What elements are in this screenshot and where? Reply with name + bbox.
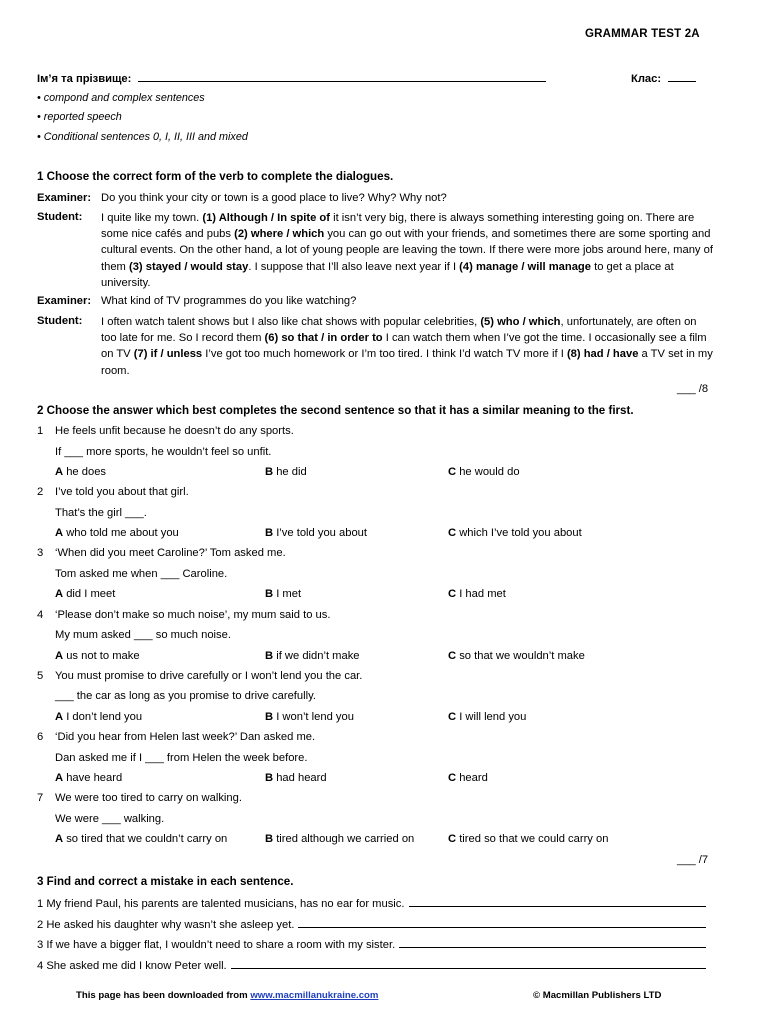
question-prompt: You must promise to drive carefully or I won’t lend you the car. [55,669,363,682]
option-letter: A [55,527,64,540]
choice-8[interactable]: (8) had / have [566,348,639,361]
mistake-sentence: 2 He asked his daughter why wasn’t she asleep yet. [37,918,295,931]
option-b[interactable] [265,588,301,600]
option-text: he did [276,466,307,478]
section1-score: ___ /8 [677,383,709,395]
examiner-question: What kind of TV programmes do you like watching? [101,295,357,307]
test-title: GRAMMAR TEST 2A [585,28,700,40]
option-letter: B [265,588,274,601]
option-b[interactable] [265,650,360,662]
choice-7[interactable]: (7) if / unless [133,348,203,361]
option-text: I had met [459,588,506,601]
question-rewrite: If ___ more sports, he wouldn’t feel so unfit. [55,445,272,458]
option-letter: A [55,649,64,662]
option-letter: A [55,466,64,478]
option-a[interactable] [55,588,115,600]
speaker-label: Student: [37,315,83,327]
option-text: who told me about you [66,527,179,540]
option-c[interactable] [448,772,488,784]
option-text: I won’t lend you [276,710,354,723]
option-letter: B [265,772,274,784]
option-a[interactable] [55,527,179,539]
choice-4[interactable]: (4) manage / will manage [459,260,591,273]
section1-heading: 1 Choose the correct form of the verb to complete the dialogues. [37,170,394,183]
footer-source: This page has been downloaded from www.macmillanukraine.com [76,990,379,1001]
option-a[interactable] [55,650,140,662]
option-a[interactable] [55,466,106,478]
option-letter: A [55,833,64,846]
choice-5[interactable]: (5) who / which [480,316,561,328]
speaker-label: Student: [37,211,83,223]
question-prompt: ‘Did you hear from Helen last week?’ Dan asked me. [55,731,316,743]
name-label: Ім’я та прізвище: [37,73,132,85]
class-row [631,71,696,85]
question-rewrite: Dan asked me if I ___ from Helen the week before. [55,751,308,764]
question-rewrite: Tom asked me when ___ Caroline. [55,567,228,580]
option-letter: C [448,710,457,723]
question-number: 7 [37,792,44,805]
option-letter: A [55,588,64,601]
topic-item: • reported speech [37,111,122,123]
option-letter: B [265,527,274,540]
option-c[interactable] [448,650,585,662]
mistake-item [37,958,706,972]
mistake-sentence: 1 My friend Paul, his parents are talented musicians, has no ear for music. [37,898,405,910]
option-b[interactable] [265,833,414,845]
question-number: 1 [37,425,44,437]
choice-2[interactable]: (2) where / which [234,228,325,241]
class-label: Клас: [631,73,662,85]
option-text: so that we wouldn’t make [459,649,585,662]
option-letter: C [448,527,457,540]
answer-blank[interactable] [409,896,706,907]
question-prompt: He feels unfit because he doesn’t do any sports. [55,425,294,437]
option-text: he does [66,466,107,478]
option-letter: B [265,466,274,478]
option-text: if we didn’t make [276,649,360,662]
speaker-label: Examiner: [37,295,92,307]
option-b[interactable] [265,466,307,478]
option-text: so tired that we couldn’t carry on [66,833,228,846]
question-number: 4 [37,608,44,621]
speaker-label: Examiner: [37,192,92,204]
answer-blank[interactable] [231,958,706,969]
class-blank[interactable] [668,71,696,82]
mistake-sentence: 3 If we have a bigger flat, I wouldn’t need to share a room with my sister. [37,939,396,951]
section2-score: ___ /7 [677,854,709,866]
question-rewrite: My mum asked ___ so much noise. [55,629,231,642]
option-a[interactable] [55,833,227,845]
mistake-item [37,937,706,951]
section2-heading: 2 Choose the answer which best completes the second sentence so that it has a similar meaning to the first. [37,404,634,417]
option-text: did I meet [66,588,116,601]
option-letter: B [265,710,274,723]
mistake-item [37,917,706,931]
option-text: had heard [276,772,327,784]
option-b[interactable] [265,772,327,784]
option-a[interactable] [55,772,122,784]
question-prompt: ‘Please don’t make so much noise’, my mum said to us. [55,608,331,621]
option-letter: C [448,833,457,846]
option-text: heard [459,772,488,784]
option-c[interactable] [448,527,582,539]
option-text: I’ve told you about [276,527,368,540]
answer-blank[interactable] [298,917,706,928]
question-prompt: ‘When did you meet Caroline?’ Tom asked me. [55,547,286,560]
examiner-question: Do you think your city or town is a good place to live? Why? Why not? [101,192,447,204]
mistake-sentence: 4 She asked me did I know Peter well. [37,959,227,972]
option-text: he would do [459,466,520,478]
topic-item: • Conditional sentences 0, I, II, III and mixed [37,131,248,143]
option-text: which I’ve told you about [459,527,582,540]
option-letter: A [55,772,64,784]
choice-1[interactable]: (1) Although / In spite of [202,212,330,224]
option-text: I don’t lend you [66,710,143,723]
option-text: tired so that we could carry on [459,833,609,846]
option-text: tired although we carried on [276,833,415,846]
question-rewrite: ___ the car as long as you promise to drive carefully. [55,690,316,703]
answer-blank[interactable] [399,937,706,948]
option-text: I met [276,588,302,601]
question-number: 2 [37,486,44,499]
option-letter: A [55,710,64,723]
mistake-item [37,896,706,910]
option-letter: C [448,649,457,662]
name-row [37,71,546,85]
option-text: I will lend you [459,710,527,723]
option-text: us not to make [66,649,140,662]
option-letter: C [448,772,457,784]
section3-heading: 3 Find and correct a mistake in each sentence. [37,875,294,888]
question-number: 6 [37,731,44,743]
student-answer-2: I often watch talent shows but I also like chat shows with popular celebrities, (5) who / which, unfortunately, are often on too late for me. So I record them (6) so that / in order to I can watch them when I’ve got the time. I occasionally see a film on TV (7) if / unless I’ve got too much homework or I’m too tired. I think I’d watch TV more if I (8) had / have a TV set in my room. [101,316,713,377]
choice-3[interactable]: (3) stayed / would stay [128,260,249,273]
footer-copyright: © Macmillan Publishers LTD [533,990,662,1001]
question-prompt: I’ve told you about that girl. [55,486,189,499]
question-rewrite: That’s the girl ___. [55,506,147,519]
topic-item: • compond and complex sentences [37,92,205,104]
question-rewrite: We were ___ walking. [55,812,165,825]
option-c[interactable] [448,833,608,845]
name-blank[interactable] [138,71,546,82]
option-letter: B [265,833,274,846]
question-number: 3 [37,547,44,560]
option-letter: C [448,588,457,601]
option-text: have heard [66,772,123,784]
option-letter: B [265,649,274,662]
option-c[interactable] [448,588,506,600]
option-b[interactable] [265,711,354,723]
choice-6[interactable]: (6) so that / in order to [264,332,383,345]
option-a[interactable] [55,711,142,723]
source-link[interactable]: www.macmillanukraine.com [250,990,379,1001]
option-b[interactable] [265,527,367,539]
student-answer-1: I quite like my town. (1) Although / In spite of it isn’t very big, there is always something interesting going on. There are some nice cafés and pubs (2) where / which you can go out with your friends, and sometimes there are some sporting and cultural events. On the other hand, a lot of young people are leaving the town. If there were more jobs around here, many of them (3) stayed / would stay. I suppose that I’ll also leave next year if I (4) manage / will manage to get a place at university. [101,212,713,289]
question-prompt: We were too tired to carry on walking. [55,792,242,805]
question-number: 5 [37,669,44,682]
option-letter: C [448,466,457,478]
option-c[interactable] [448,711,526,723]
option-c[interactable] [448,466,520,478]
